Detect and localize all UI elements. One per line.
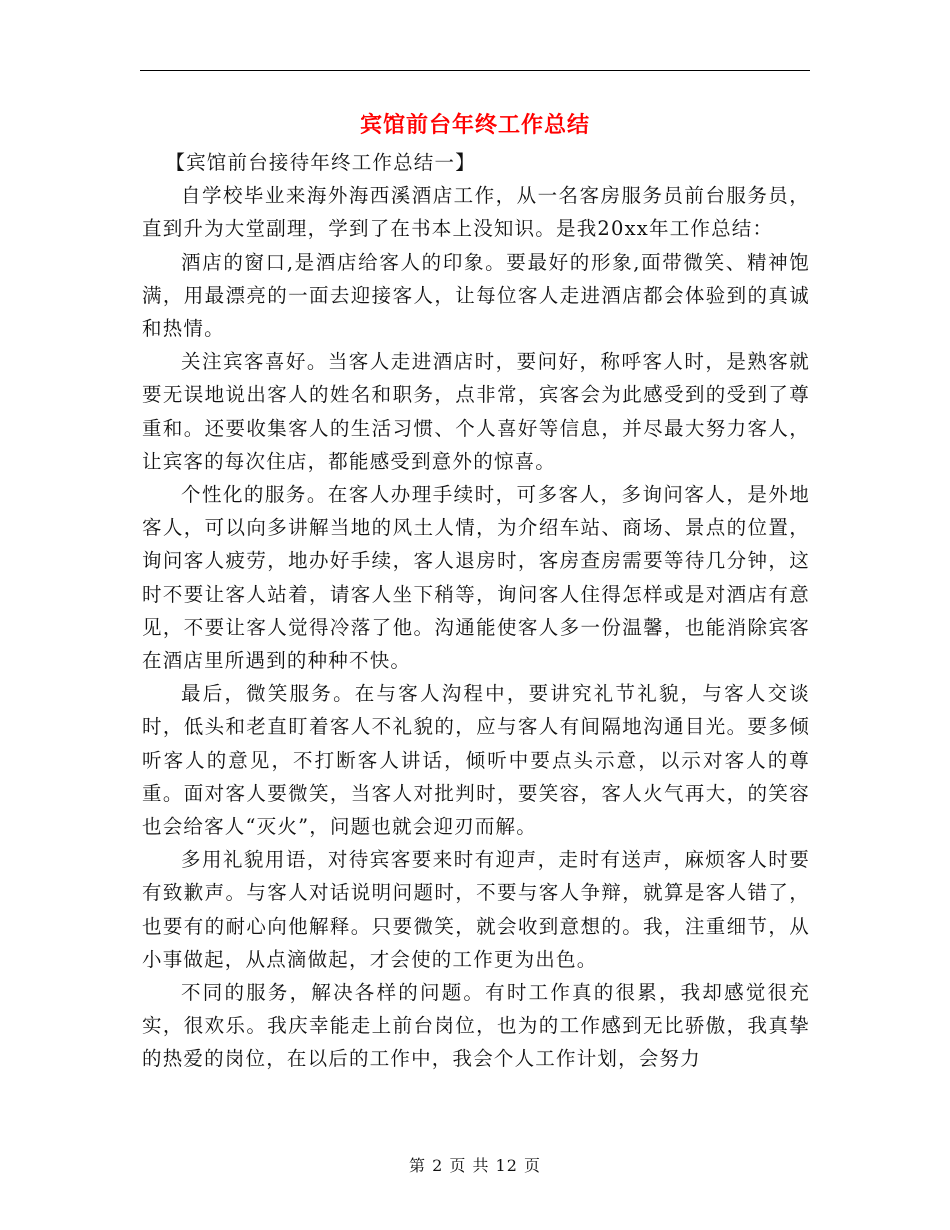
document-body — [142, 146, 810, 1076]
section-subheading: 【宾馆前台接待年终工作总结一】 — [165, 151, 476, 174]
paragraph: 关注宾客喜好。当客人走进酒店时，要问好，称呼客人时，是熟客就要无误地说出客人的姓名和职务，点非常，宾客会为此感受到的受到了尊重和。还要收集客人的生活习惯、个人喜好等信息，并尽最大努力客人，让宾客的每次住店，都能感受到意外的惊喜。 — [142, 350, 810, 473]
paragraph: 不同的服务，解决各样的问题。有时工作真的很累，我却感觉很充实，很欢乐。我庆幸能走上前台岗位，也为的工作感到无比骄傲，我真挚的热爱的岗位，在以后的工作中，我会个人工作计划，会努力 — [142, 981, 810, 1071]
page-footer — [0, 1153, 950, 1176]
page-number: 第 2 页 共 12 页 — [409, 1156, 541, 1175]
header-rule — [140, 70, 810, 71]
paragraph: 自学校毕业来海外海西溪酒店工作，从一名客房服务员前台服务员，直到升为大堂副理，学到了在书本上没知识。是我20xx年工作总结： — [142, 184, 810, 241]
paragraph: 个性化的服务。在客人办理手续时，可多客人，多询问客人，是外地客人，可以向多讲解当地的风土人情，为介绍车站、商场、景点的位置，询问客人疲劳，地办好手续，客人退房时，客房查房需要等待几分钟，这时不要让客人站着，请客人坐下稍等，询问客人住得怎样或是对酒店有意见，不要让客人觉得冷落了他。沟通能使客人多一份温馨，也能消除宾客在酒店里所遇到的种种不快。 — [142, 483, 810, 673]
paragraph: 酒店的窗口,是酒店给客人的印象。要最好的形象,面带微笑、精神饱满，用最漂亮的一面去迎接客人，让每位客人走进酒店都会体验到的真诚和热情。 — [142, 250, 810, 341]
document-title: 宾馆前台年终工作总结 — [359, 112, 590, 138]
paragraph: 最后，微笑服务。在与客人沟程中，要讲究礼节礼貌，与客人交谈时，低头和老直盯着客人不礼貌的，应与客人有间隔地沟通目光。要多倾听客人的意见，不打断客人讲话，倾听中要点头示意，以示对客人的尊重。面对客人要微笑，当客人对批判时，要笑容，客人火气再大，的笑容也会给客人“灭火”，问题也就会迎刃而解。 — [142, 682, 810, 839]
paragraph: 多用礼貌用语，对待宾客要来时有迎声，走时有送声，麻烦客人时要有致歉声。与客人对话说明问题时，不要与客人争辩，就算是客人错了，也要有的耐心向他解释。只要微笑，就会收到意想的。我，注重细节，从小事做起，从点滴做起，才会使的工作更为出色。 — [142, 848, 810, 971]
